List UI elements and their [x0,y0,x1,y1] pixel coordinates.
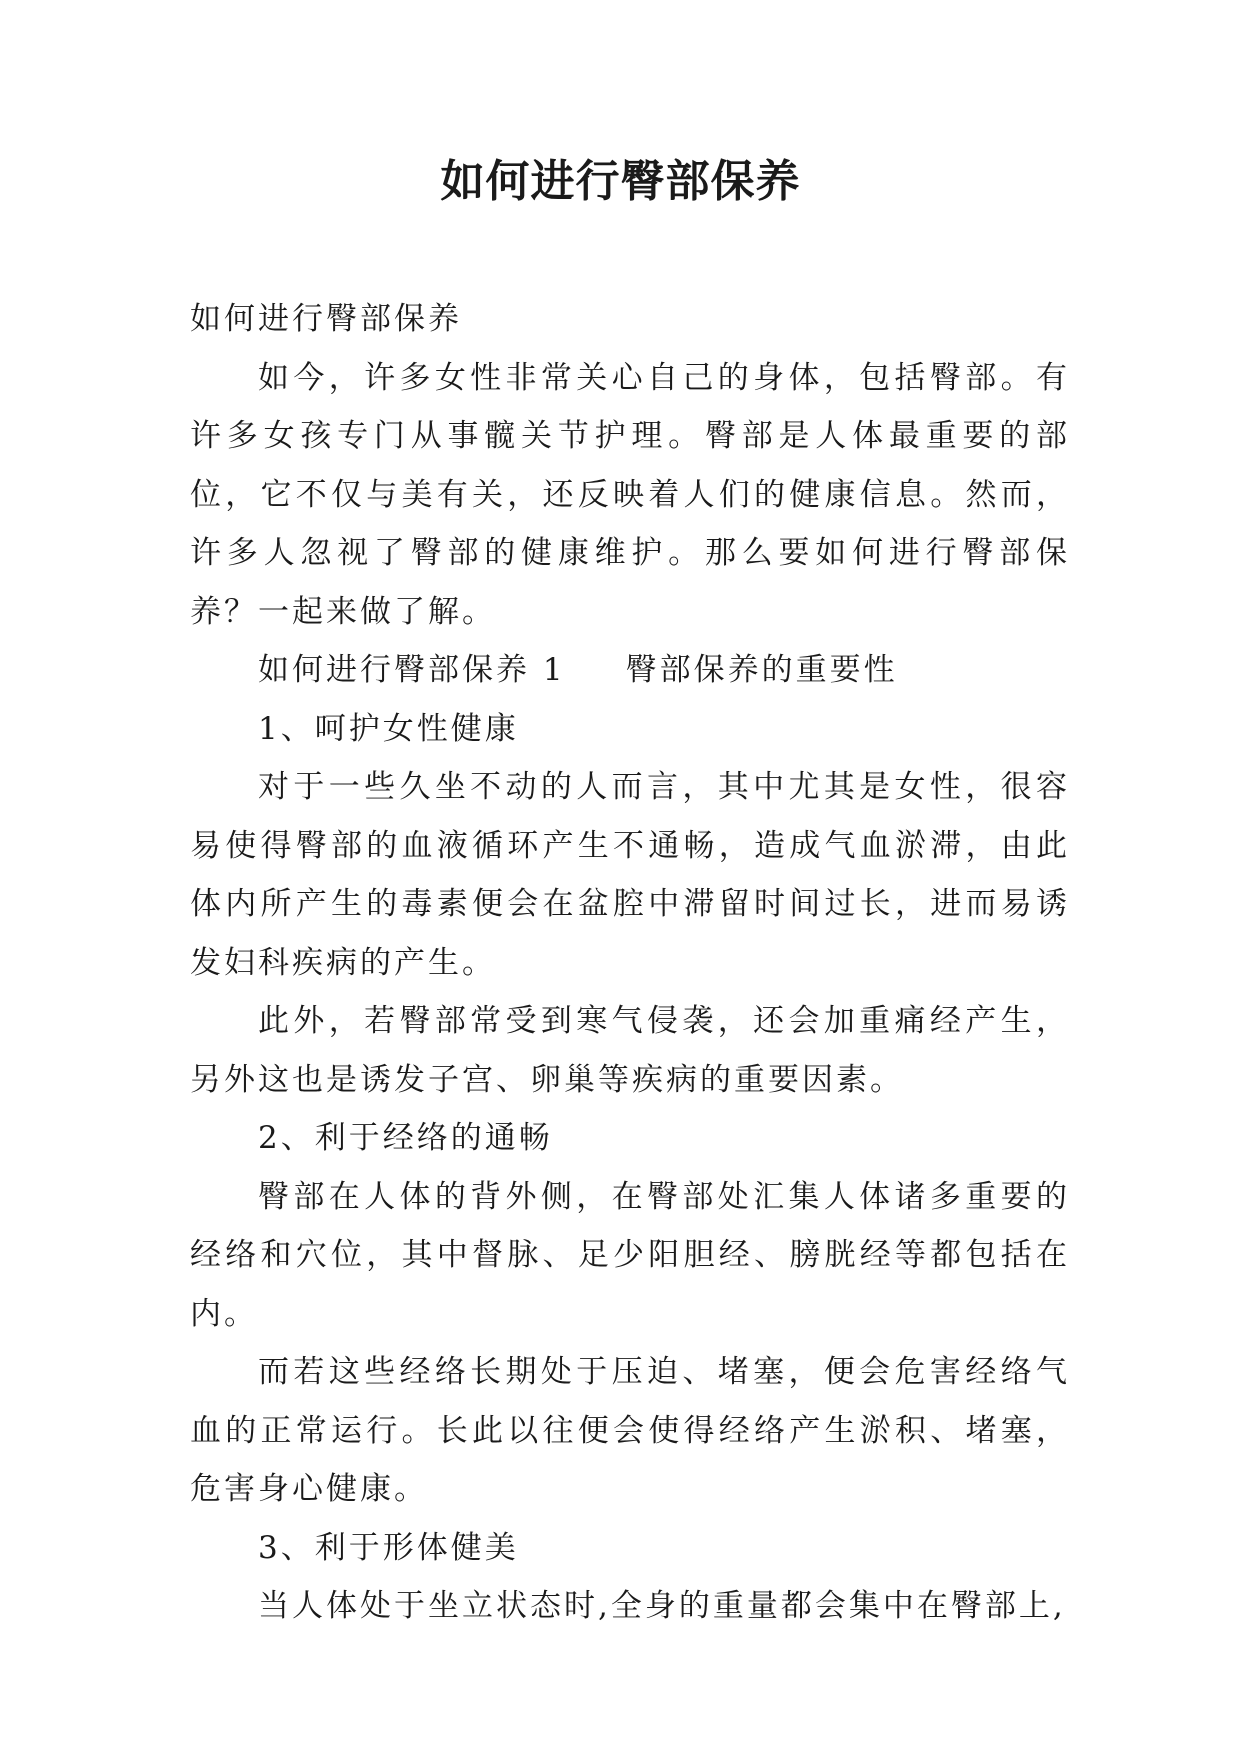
document-body [190,290,1070,1636]
intro-heading: 如何进行臀部保养 [190,301,462,337]
paragraph-1b: 此外，若臀部常受到寒气侵袭，还会加重痛经产生，另外这也是诱发子宫、卵巢等疾病的重要因素。 [190,1003,1070,1098]
section-heading-title: 臀部保养的重要性 [625,652,898,688]
subheading-3: 3、利于形体健美 [258,1529,519,1566]
section-heading-number: 如何进行臀部保养 1 [258,652,566,688]
subheading-1: 1、呵护女性健康 [258,710,519,747]
paragraph-2a: 臀部在人体的背外侧，在臀部处汇集人体诸多重要的经络和穴位，其中督脉、足少阳胆经、膀胱经等都包括在内。 [190,1178,1070,1332]
paragraph-3a: 当人体处于坐立状态时,全身的重量都会集中在臀部上, [258,1588,1066,1624]
document-title: 如何进行臀部保养 [440,156,801,207]
subheading-2: 2、利于经络的通畅 [258,1120,553,1156]
paragraph-2b: 而若这些经络长期处于压迫、堵塞，便会危害经络气血的正常运行。长此以往便会使得经络产生淤积、堵塞，危害身心健康。 [190,1354,1070,1507]
paragraph-1a: 对于一些久坐不动的人而言，其中尤其是女性，很容易使得臀部的血液循环产生不通畅，造成气血淤滞，由此体内所产生的毒素便会在盆腔中滞留时间过长，进而易诱发妇科疾病的产生。 [190,769,1070,981]
intro-paragraph: 如今，许多女性非常关心自己的身体，包括臀部。有许多女孩专门从事髋关节护理。臀部是人体最重要的部位，它不仅与美有关，还反映着人们的健康信息。然而，许多人忽视了臀部的健康维护。那么要如何进行臀部保养？一起来做了解。 [190,359,1070,630]
section-heading [190,641,1070,700]
